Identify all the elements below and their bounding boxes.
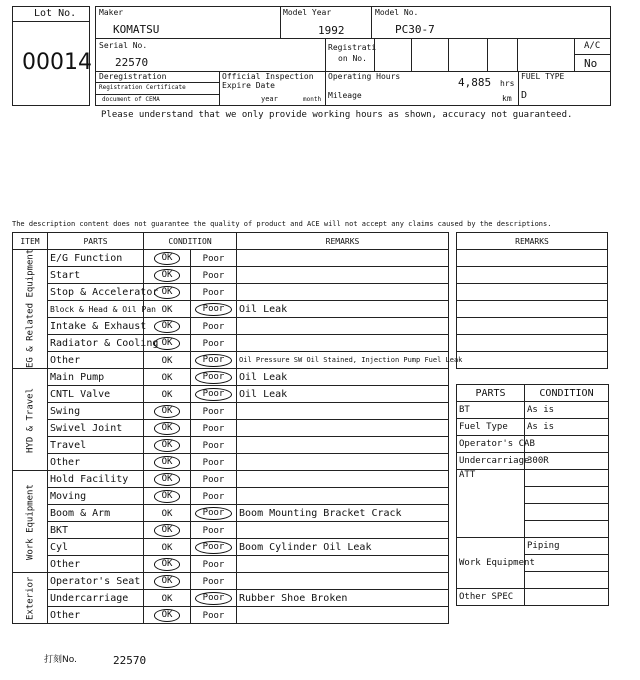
spec-condition: As is [525, 402, 609, 419]
poor-selected-mark: Poor [195, 507, 233, 520]
poor-selected-mark: Poor [195, 541, 233, 554]
ok-cell [144, 403, 191, 420]
spec-condition [525, 555, 609, 572]
remark [237, 335, 449, 352]
inspection-row [13, 386, 449, 403]
right-remarks-cell [457, 284, 608, 301]
part-name: BKT [48, 522, 144, 539]
poor-cell [191, 335, 237, 352]
ok-cell [144, 573, 191, 590]
group-label: EG & Related Equipment [13, 250, 48, 369]
spec-header-row [457, 385, 609, 402]
ok-cell [144, 250, 191, 267]
remark: Oil Leak [237, 301, 449, 318]
serial-no-label: Serial No. [99, 41, 148, 50]
inspection-row [13, 250, 449, 267]
poor-mark: Poor [202, 559, 225, 570]
ok-selected-mark: OK [154, 337, 181, 350]
part-name: Moving [48, 488, 144, 505]
model-year-value: 1992 [318, 24, 345, 37]
serial-no-value: 22570 [115, 56, 149, 69]
remark [237, 573, 449, 590]
spec-part: BT [457, 402, 525, 419]
poor-cell [191, 522, 237, 539]
right-remarks-cell [457, 250, 608, 267]
right-remarks-cell [457, 301, 608, 318]
spec-row [457, 453, 609, 470]
lot-no-label: Lot No. [34, 8, 77, 19]
spec-part: Fuel Type [457, 419, 525, 436]
year-label: year [261, 95, 278, 103]
inspection-row [13, 437, 449, 454]
official-inspection-label-2: Expire Date [222, 81, 275, 90]
group-label: Work Equipment [13, 471, 48, 573]
right-remarks-cell [457, 267, 608, 284]
registration-box-3 [448, 38, 488, 72]
poor-mark: Poor [202, 610, 225, 621]
inspection-row [13, 539, 449, 556]
ok-selected-mark: OK [154, 473, 181, 486]
remark [237, 284, 449, 301]
ok-cell [144, 352, 191, 369]
remark [237, 488, 449, 505]
ok-cell [144, 267, 191, 284]
inspection-row [13, 488, 449, 505]
part-name: Radiator & Cooling [48, 335, 144, 352]
poor-cell [191, 454, 237, 471]
ok-cell [144, 437, 191, 454]
registration-certificate-label: Registration Certificate [99, 84, 186, 91]
ok-cell [144, 539, 191, 556]
poor-selected-mark: Poor [195, 303, 233, 316]
poor-mark: Poor [202, 423, 225, 434]
ok-mark: OK [161, 508, 173, 519]
deregistration-label: Deregistration [99, 72, 167, 81]
right-remarks-table [456, 232, 608, 369]
inspection-row [13, 335, 449, 352]
poor-mark: Poor [202, 287, 225, 298]
remark [237, 471, 449, 488]
part-name: CNTL Valve [48, 386, 144, 403]
spec-part: Undercarriage [457, 453, 525, 470]
remark: Boom Cylinder Oil Leak [237, 539, 449, 556]
ok-selected-mark: OK [154, 575, 181, 588]
spec-part: Work Equipment [457, 538, 525, 589]
poor-mark: Poor [202, 270, 225, 281]
right-remarks-row [457, 301, 608, 318]
poor-cell [191, 284, 237, 301]
part-name: Intake & Exhaust [48, 318, 144, 335]
ok-mark: OK [161, 593, 173, 604]
registration-box-4 [487, 38, 518, 72]
poor-cell [191, 539, 237, 556]
part-name: Stop & Accelerator [48, 284, 144, 301]
spec-condition [525, 487, 609, 504]
poor-cell [191, 420, 237, 437]
poor-cell [191, 471, 237, 488]
spec-part: Other SPEC [457, 589, 525, 606]
remark [237, 250, 449, 267]
spec-part: Operator's CAB [457, 436, 525, 453]
spec-row [457, 538, 609, 555]
part-name: Other [48, 556, 144, 573]
remark [237, 420, 449, 437]
spec-condition [525, 572, 609, 589]
ok-selected-mark: OK [154, 405, 181, 418]
accuracy-notice: Please understand that we only provide working hours as shown, accuracy not guaranteed. [101, 110, 573, 120]
model-year-label: Model Year [283, 8, 332, 17]
remark [237, 522, 449, 539]
registration-box-1 [374, 38, 412, 72]
remark [237, 607, 449, 624]
poor-mark: Poor [202, 474, 225, 485]
poor-mark: Poor [202, 338, 225, 349]
part-name: Start [48, 267, 144, 284]
poor-selected-mark: Poor [195, 592, 233, 605]
ok-cell [144, 590, 191, 607]
ok-mark: OK [161, 542, 173, 553]
poor-cell [191, 505, 237, 522]
inspection-row [13, 301, 449, 318]
ok-selected-mark: OK [154, 422, 181, 435]
poor-mark: Poor [202, 491, 225, 502]
spec-row [457, 402, 609, 419]
model-no-value: PC30-7 [395, 23, 435, 36]
registration-label-2: on No. [338, 54, 367, 63]
poor-cell [191, 488, 237, 505]
poor-selected-mark: Poor [195, 388, 233, 401]
poor-cell [191, 607, 237, 624]
poor-mark: Poor [202, 457, 225, 468]
part-name: Block & Head & Oil Pan [48, 301, 144, 318]
right-remarks-header-row [457, 233, 608, 250]
poor-cell [191, 573, 237, 590]
stamp-no-value: 22570 [113, 654, 147, 667]
ac-label: A/C [584, 41, 601, 51]
ok-cell [144, 369, 191, 386]
poor-mark: Poor [202, 525, 225, 536]
condition-header: CONDITION [144, 233, 237, 250]
right-remarks-cell [457, 335, 608, 352]
disclaimer: The description content does not guarantee the quality of product and ACE will not accept any claims caused by the descriptions. [12, 220, 552, 228]
inspection-row [13, 573, 449, 590]
poor-selected-mark: Poor [195, 354, 233, 367]
remark [237, 403, 449, 420]
inspection-table [12, 232, 463, 624]
inspection-row [13, 352, 449, 369]
poor-mark: Poor [202, 406, 225, 417]
inspection-row [13, 267, 449, 284]
poor-mark: Poor [202, 253, 225, 264]
spec-condition [525, 504, 609, 521]
registration-label-1: Registrati [328, 43, 377, 52]
ok-selected-mark: OK [154, 524, 181, 537]
poor-cell [191, 556, 237, 573]
spec-row [457, 589, 609, 606]
deregistration-divider-2 [95, 94, 220, 95]
ok-cell [144, 522, 191, 539]
inspection-row [13, 318, 449, 335]
group-label: HYD & Travel [13, 369, 48, 471]
official-inspection-label-1: Official Inspection [222, 72, 314, 81]
ok-selected-mark: OK [154, 252, 181, 265]
fuel-type-value: D [521, 90, 528, 101]
mileage-label: Mileage [328, 91, 362, 100]
poor-cell [191, 437, 237, 454]
right-remarks-cell [457, 352, 608, 369]
deregistration-divider-1 [95, 82, 220, 83]
right-remarks-header: REMARKS [457, 233, 608, 250]
spec-table [456, 384, 609, 606]
ok-cell [144, 420, 191, 437]
remark: Boom Mounting Bracket Crack [237, 505, 449, 522]
ok-mark: OK [161, 372, 173, 383]
poor-cell [191, 267, 237, 284]
km-label: km [502, 94, 512, 103]
inspection-row [13, 556, 449, 573]
right-remarks-row [457, 250, 608, 267]
spec-condition: Piping [525, 538, 609, 555]
month-label: month [303, 96, 322, 103]
lot-no: 00014 [22, 50, 92, 75]
part-name: Cyl [48, 539, 144, 556]
spec-row [457, 419, 609, 436]
ok-selected-mark: OK [154, 609, 181, 622]
inspection-row [13, 284, 449, 301]
part-name: Other [48, 454, 144, 471]
poor-cell [191, 386, 237, 403]
part-name: Swing [48, 403, 144, 420]
right-remarks-row [457, 352, 608, 369]
remark [237, 437, 449, 454]
inspection-row [13, 471, 449, 488]
fuel-type-label: FUEL TYPE [521, 72, 565, 81]
ok-cell [144, 556, 191, 573]
remark: Oil Leak [237, 386, 449, 403]
part-name: Other [48, 352, 144, 369]
poor-mark: Poor [202, 576, 225, 587]
inspection-row [13, 505, 449, 522]
stamp-no-label: 打刻No. [44, 655, 77, 665]
ok-cell [144, 488, 191, 505]
poor-mark: Poor [202, 321, 225, 332]
inspection-header-row [13, 233, 449, 250]
right-remarks-cell [457, 318, 608, 335]
ok-selected-mark: OK [154, 558, 181, 571]
maker-label: Maker [99, 8, 124, 17]
inspection-row [13, 369, 449, 386]
spec-condition: As is [525, 419, 609, 436]
remark: Rubber Shoe Broken [237, 590, 449, 607]
part-name: Swivel Joint [48, 420, 144, 437]
remarks-header: REMARKS [237, 233, 449, 250]
poor-cell [191, 590, 237, 607]
ok-cell [144, 607, 191, 624]
remark [237, 556, 449, 573]
part-name: Travel [48, 437, 144, 454]
poor-cell [191, 352, 237, 369]
spec-row [457, 470, 609, 487]
ok-cell [144, 505, 191, 522]
item-header: ITEM [13, 233, 48, 250]
spec-parts-header: PARTS [457, 385, 525, 402]
inspection-row [13, 403, 449, 420]
spec-condition: 300R [525, 453, 609, 470]
spec-condition [525, 470, 609, 487]
right-remarks-row [457, 335, 608, 352]
ok-selected-mark: OK [154, 269, 181, 282]
spec-condition-header: CONDITION [525, 385, 609, 402]
remark [237, 454, 449, 471]
ac-value: No [584, 57, 598, 70]
part-name: Operator's Seat [48, 573, 144, 590]
remark [237, 318, 449, 335]
remark: Oil Pressure SW Oil Stained, Injection Pump Fuel Leak [237, 352, 449, 369]
poor-cell [191, 250, 237, 267]
ok-cell [144, 386, 191, 403]
registration-box-5 [517, 38, 575, 72]
ok-selected-mark: OK [154, 439, 181, 452]
parts-header: PARTS [48, 233, 144, 250]
spec-row [457, 436, 609, 453]
remark [237, 267, 449, 284]
ok-selected-mark: OK [154, 456, 181, 469]
ok-selected-mark: OK [154, 286, 181, 299]
registration-box-2 [411, 38, 449, 72]
ok-cell [144, 318, 191, 335]
poor-selected-mark: Poor [195, 371, 233, 384]
ok-selected-mark: OK [154, 490, 181, 503]
inspection-row [13, 522, 449, 539]
ok-mark: OK [161, 304, 173, 315]
inspection-row [13, 420, 449, 437]
poor-mark: Poor [202, 440, 225, 451]
inspection-row [13, 454, 449, 471]
inspection-row [13, 607, 449, 624]
poor-cell [191, 301, 237, 318]
ok-mark: OK [161, 389, 173, 400]
ok-cell [144, 471, 191, 488]
spec-part: ATT [457, 470, 525, 538]
inspection-row [13, 590, 449, 607]
model-no-label: Model No. [375, 8, 419, 17]
maker-value: KOMATSU [113, 23, 160, 36]
part-name: E/G Function [48, 250, 144, 267]
poor-cell [191, 403, 237, 420]
operating-hours-label: Operating Hours [328, 72, 401, 81]
hrs-label: hrs [500, 79, 515, 88]
part-name: Main Pump [48, 369, 144, 386]
ok-cell [144, 454, 191, 471]
poor-cell [191, 318, 237, 335]
part-name: Undercarriage [48, 590, 144, 607]
cema-label: document of CEMA [102, 96, 160, 103]
poor-cell [191, 369, 237, 386]
ok-mark: OK [161, 355, 173, 366]
right-remarks-row [457, 284, 608, 301]
ok-selected-mark: OK [154, 320, 181, 333]
part-name: Hold Facility [48, 471, 144, 488]
part-name: Boom & Arm [48, 505, 144, 522]
right-remarks-row [457, 267, 608, 284]
spec-condition [525, 589, 609, 606]
part-name: Other [48, 607, 144, 624]
right-remarks-row [457, 318, 608, 335]
group-label: Exterior [13, 573, 48, 624]
operating-hours-value: 4,885 [458, 76, 492, 89]
remark: Oil Leak [237, 369, 449, 386]
spec-condition [525, 521, 609, 538]
spec-condition [525, 436, 609, 453]
